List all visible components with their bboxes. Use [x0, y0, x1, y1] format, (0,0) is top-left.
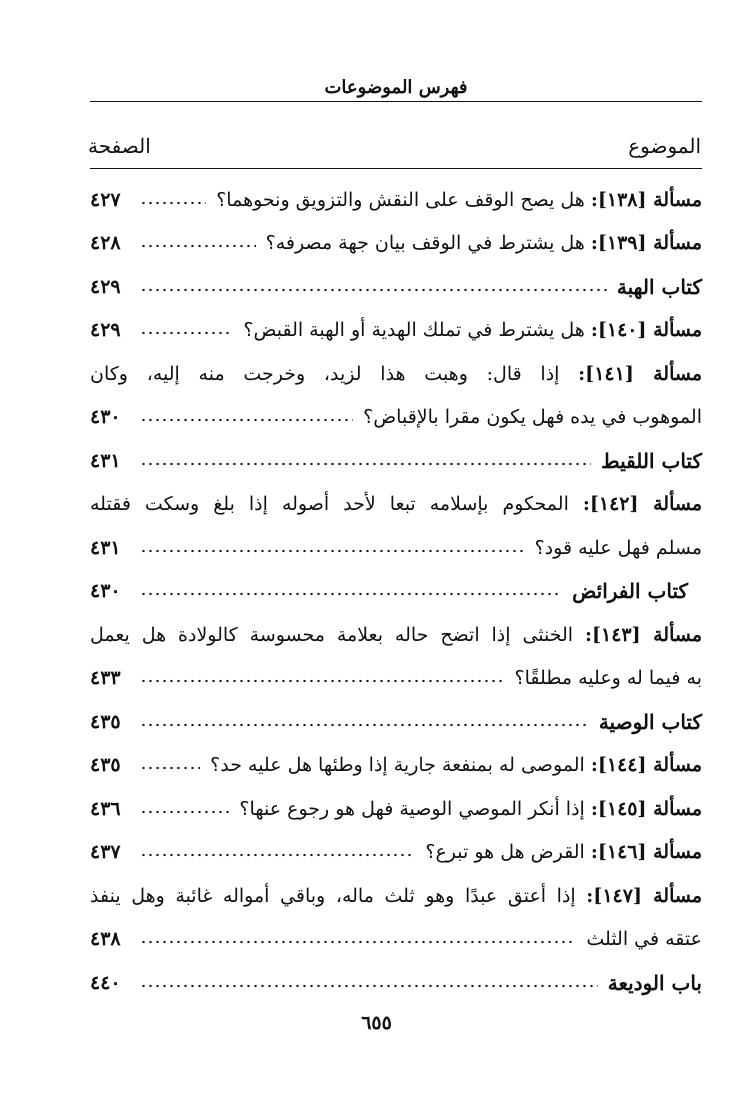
toc-entry[interactable]: [90, 831, 702, 875]
page-number: ٤٢٧: [90, 188, 121, 211]
entry-text: [425, 841, 702, 863]
page-number: ٤٣٠: [90, 406, 121, 429]
page-number: ٤٣٧: [90, 841, 121, 864]
toc-entry-continuation[interactable]: [90, 918, 702, 962]
entry-text: [90, 363, 702, 385]
page-number: ٤٢٩: [90, 319, 121, 342]
issue-number: مسألة [١٣٨]:: [590, 188, 702, 211]
running-title: فهرس الموضوعات: [324, 77, 468, 98]
page-number: ٤٣٣: [90, 667, 121, 690]
entry-text: [210, 754, 702, 776]
page-number: ٤٣١: [90, 536, 121, 559]
dot-leader: [140, 809, 229, 815]
toc-entry-first-line[interactable]: [90, 483, 702, 527]
toc-entry[interactable]: [90, 178, 702, 222]
issue-number: مسألة [١٤٦]:: [590, 841, 702, 864]
dot-leader: [140, 722, 589, 728]
entry-text: الموهوب في يده فهل يكون مقرا بالإقباض؟: [363, 406, 702, 429]
toc-book-entry[interactable]: [90, 700, 702, 744]
page-number: ٤٣٥: [90, 710, 121, 733]
entry-text: به فيما له وعليه مطلقًا؟: [514, 667, 702, 690]
dot-leader: [140, 461, 591, 467]
issue-number: مسألة [١٤٧]:: [586, 884, 702, 907]
entry-text: [90, 885, 702, 907]
book-title: كتاب الوصية: [598, 709, 702, 734]
page-number: ٤٤٠: [90, 971, 121, 994]
issue-title: إذا أعتق عبدًا وهو ثلث ماله، وباقي أمواله غائبة وهل ينفذ: [90, 884, 587, 907]
toc-entry-continuation[interactable]: [90, 526, 702, 570]
issue-number: مسألة [١٤٠]:: [590, 319, 702, 342]
entry-text: عتقه في الثلث: [586, 928, 702, 951]
table-of-contents: [90, 178, 702, 1005]
toc-book-entry[interactable]: [90, 265, 702, 309]
entry-text: مسلم فهل عليه قود؟: [534, 536, 702, 559]
toc-entry[interactable]: [90, 222, 702, 266]
issue-number: مسألة [١٤٥]:: [590, 797, 702, 820]
book-title: باب الوديعة: [607, 970, 702, 995]
issue-title: المحكوم بإسلامه تبعا لأحد أصوله إذا بلغ وسكت فقتله: [90, 493, 583, 516]
topic-column-heading: الموضوع: [628, 134, 701, 158]
dot-leader: [140, 939, 576, 945]
toc-entry[interactable]: [90, 787, 702, 831]
issue-title: إذا قال: وهبت هذا لزيد، وخرجت منه إليه، وكان: [90, 362, 579, 385]
dot-leader: [140, 287, 607, 293]
toc-entry[interactable]: [90, 744, 702, 788]
dot-leader: [140, 243, 256, 249]
page-number: ٤٣١: [90, 449, 121, 472]
entry-text: [90, 493, 702, 515]
issue-title: هل يصح الوقف على النقش والتزويق ونحوهما؟: [216, 188, 591, 211]
dot-leader: [140, 678, 505, 684]
issue-number: مسألة [١٤١]:: [578, 362, 702, 385]
toc-entry-first-line[interactable]: [90, 613, 702, 657]
issue-title: هل يشترط في الوقف بيان جهة مصرفه؟: [265, 232, 591, 255]
toc-entry-first-line[interactable]: [90, 874, 702, 918]
toc-entry-first-line[interactable]: [90, 352, 702, 396]
entry-text: [266, 232, 702, 254]
issue-number: مسألة [١٤٣]:: [585, 623, 702, 646]
page-number: ٤٣٦: [90, 797, 121, 820]
book-title: كتاب الهبة: [616, 274, 702, 299]
toc-entry-continuation[interactable]: [90, 396, 702, 440]
issue-title: هل يشترط في تملك الهدية أو الهبة القبض؟: [243, 319, 591, 342]
entry-text: [243, 319, 702, 341]
toc-entry-continuation[interactable]: [90, 657, 702, 701]
issue-title: الخنثى إذا اتضح حاله بعلامة محسوسة كالولادة هل يعمل: [90, 623, 585, 646]
dot-leader: [140, 330, 233, 336]
column-heading-rule: [90, 168, 702, 169]
toc-entry[interactable]: [90, 309, 702, 353]
header-rule: [90, 101, 702, 102]
book-title: كتاب اللقيط: [601, 448, 702, 473]
book-title: كتاب الفرائض: [572, 579, 688, 604]
entry-text: [239, 798, 702, 820]
entry-text: [90, 624, 702, 646]
dot-leader: [140, 591, 562, 597]
dot-leader: [140, 765, 200, 771]
dot-leader: [140, 852, 415, 858]
page-column-heading: الصفحة: [88, 134, 151, 158]
page-number: ٤٢٨: [90, 232, 121, 255]
issue-number: مسألة [١٤٤]:: [590, 754, 702, 777]
issue-number: مسألة [١٣٩]:: [590, 232, 702, 255]
page-number: ٤٣٥: [90, 754, 121, 777]
toc-book-entry[interactable]: [90, 961, 702, 1005]
dot-leader: [140, 548, 525, 554]
page-folio-number: ٦٥٥: [361, 1012, 392, 1034]
issue-number: مسألة [١٤٢]:: [582, 493, 702, 516]
page-number: ٤٣٨: [90, 928, 121, 951]
issue-title: الموصى له بمنفعة جارية إذا وطئها هل عليه حد؟: [210, 754, 591, 777]
dot-leader: [140, 983, 598, 989]
dot-leader: [140, 417, 353, 423]
dot-leader: [140, 200, 206, 206]
page-number: ٤٢٩: [90, 275, 121, 298]
issue-title: القرض هل هو تبرع؟: [425, 841, 591, 864]
toc-book-entry[interactable]: [90, 439, 702, 483]
entry-text: [216, 189, 702, 211]
issue-title: إذا أنكر الموصي الوصية فهل هو رجوع عنها؟: [239, 797, 591, 820]
toc-book-entry[interactable]: [90, 570, 702, 614]
page-number: ٤٣٠: [90, 580, 121, 603]
